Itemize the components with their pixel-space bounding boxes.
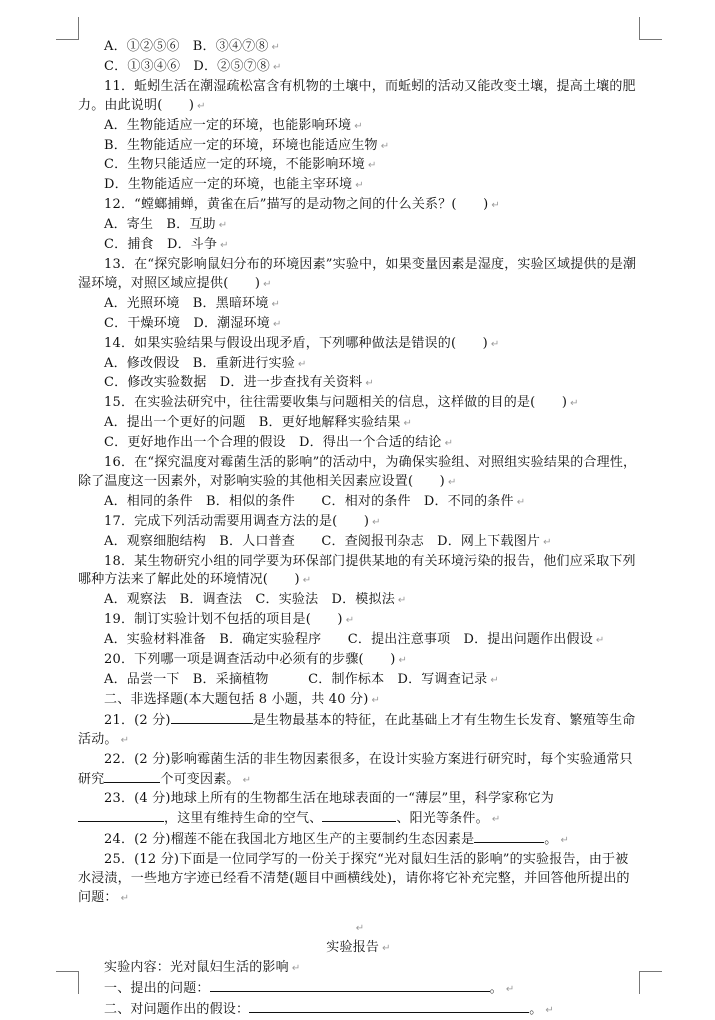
paragraph-mark-icon: ↵	[273, 62, 282, 73]
empty-paragraph: ↵	[78, 919, 639, 939]
text-line: A．观察细胞结构 B．人口普查 C．查阅报刊杂志 D．网上下载图片 ↵	[78, 533, 639, 553]
text-line: 17．完成下列活动需要用调查方法的是( ) ↵	[78, 513, 639, 533]
paragraph-mark-icon: ↵	[398, 595, 407, 606]
crop-mark-bottom-right	[639, 971, 662, 994]
report-content: 实验内容：光对鼠妇生活的影响 ↵	[78, 959, 639, 979]
paragraph-mark-icon: ↵	[543, 537, 552, 548]
text-line: D．生物能适应一定的环境，也能主宰环境 ↵	[78, 176, 639, 196]
paragraph-mark-icon: ↵	[445, 438, 454, 449]
paragraph-mark-icon: ↵	[381, 141, 390, 152]
paragraph-mark-icon: ↵	[272, 299, 281, 310]
text-line: A．相同的条件 B．相似的条件 C．相对的条件 D．不同的条件 ↵	[78, 493, 639, 513]
text-line: C．修改实验数据 D．进一步查找有关资料 ↵	[78, 374, 639, 394]
text-line: B．生物能适应一定的环境，环境也能适应生物 ↵	[78, 137, 639, 157]
text-line: A．生物能适应一定的环境，也能影响环境 ↵	[78, 117, 639, 137]
text-line: 16．在“探究温度对霉菌生活的影响”的活动中，为确保实验组、对照组实验结果的合理性，除了温度这一因素外，对影响实验的其他相关因素应设置( ) ↵	[78, 454, 639, 493]
text-line: A．观察法 B．调查法 C．实验法 D．模拟法 ↵	[78, 591, 639, 611]
paragraph-mark-icon: ↵	[491, 200, 500, 211]
text-line: A．寄生 B．互助 ↵	[78, 216, 639, 236]
answer-blank	[104, 770, 160, 783]
paragraph-mark-icon: ↵	[399, 655, 408, 666]
text-line: 14．如果实验结果与假设出现矛盾，下列哪种做法是错误的( ) ↵	[78, 335, 639, 355]
paragraph-mark-icon: ↵	[404, 418, 413, 429]
answer-blank	[249, 1000, 529, 1013]
question-22: 22．(2 分)影响霉菌生活的非生物因素很多，在设计实验方案进行研究时，每个实验通常只研究 个可变因素。 ↵	[78, 751, 639, 791]
text-line: C．更好地作出一个合理的假设 D．得出一个合适的结论 ↵	[78, 434, 639, 454]
text-line: 二、非选择题(本大题包括 8 小题，共 40 分) ↵	[78, 691, 639, 711]
text-line: A．修改假设 B．重新进行实验 ↵	[78, 355, 639, 375]
question-25: 25．(12 分)下面是一位同学写的一份关于探究“光对鼠妇生活的影响”的实验报告，由于被水浸渍，一些地方字迹已经看不清楚(题目中画横线处)，请你将它补充完整，并回答他所提出的问题： ↵	[78, 851, 639, 909]
paragraph-mark-icon: ↵	[372, 695, 381, 706]
text-line: C．干燥环境 D．潮湿环境 ↵	[78, 315, 639, 335]
text-line: 18．某生物研究小组的同学要为环保部门提供某地的有关环境污染的报告，他们应采取下列哪种方法来了解此处的环境情况( ) ↵	[78, 553, 639, 592]
paragraph-mark-icon: ↵	[596, 635, 605, 646]
text-line: A．品尝一下 B．采摘植物 C．制作标本 D．写调查记录 ↵	[78, 671, 639, 691]
paragraph-mark-icon: ↵	[372, 517, 381, 528]
crop-mark-top-left	[56, 17, 79, 40]
paragraph-mark-icon: ↵	[517, 497, 526, 508]
answer-blank	[171, 711, 253, 724]
text-line: 20．下列哪一项是调查活动中必须有的步骤( ) ↵	[78, 651, 639, 671]
document-page	[78, 38, 639, 1020]
report-item-hypothesis: 二、对问题作出的假设： 。 ↵	[78, 1000, 639, 1020]
answer-blank	[474, 830, 544, 843]
text-line: C．①③④⑥ D．②⑤⑦⑧ ↵	[78, 58, 639, 78]
paragraph-mark-icon: ↵	[570, 398, 579, 409]
paragraph-mark-icon: ↵	[220, 240, 229, 251]
paragraph-mark-icon: ↵	[197, 101, 206, 112]
paragraph-mark-icon: ↵	[490, 675, 499, 686]
crop-mark-bottom-left	[56, 971, 79, 994]
paragraph-mark-icon: ↵	[365, 378, 374, 389]
question-23: 23．(4 分)地球上所有的生物都生活在地球表面的一“薄层”里，科学家称它为，这里有维持生命的空气、 、阳光等条件。 ↵	[78, 790, 639, 830]
text-line: A．提出一个更好的问题 B．更好地解释实验结果 ↵	[78, 414, 639, 434]
text-line: C．生物只能适应一定的环境，不能影响环境 ↵	[78, 156, 639, 176]
crop-mark-top-right	[639, 17, 662, 40]
paragraph-mark-icon: ↵	[303, 575, 312, 586]
text-line: 19．制订实验计划不包括的项目是( ) ↵	[78, 611, 639, 631]
text-line: C．捕食 D．斗争 ↵	[78, 236, 639, 256]
paragraph-mark-icon: ↵	[491, 339, 500, 350]
text-line: A．光照环境 B．黑暗环境 ↵	[78, 295, 639, 315]
question-24: 24．(2 分)榴莲不能在我国北方地区生产的主要制约生态因素是 。 ↵	[78, 830, 639, 851]
answer-blank	[322, 809, 396, 822]
paragraph-mark-icon: ↵	[346, 615, 355, 626]
question-21: 21．(2 分) 是生物最基本的特征，在此基础上才有生物生长发育、繁殖等生命活动。 ↵	[78, 711, 639, 751]
paragraph-mark-icon: ↵	[298, 359, 307, 370]
answer-blank	[210, 979, 490, 992]
paragraph-mark-icon: ↵	[273, 319, 282, 330]
text-line: 13．在“探究影响鼠妇分布的环境因素”实验中，如果变量因素是湿度，实验区域提供的是潮湿环境，对照区域应提供( ) ↵	[78, 256, 639, 295]
answer-blank	[78, 809, 164, 822]
report-title: 实验报告 ↵	[78, 939, 639, 959]
paragraph-mark-icon: ↵	[368, 160, 377, 171]
text-line: A．实验材料准备 B．确定实验程序 C．提出注意事项 D．提出问题作出假设 ↵	[78, 631, 639, 651]
text-line: 11．蚯蚓生活在潮湿疏松富含有机物的土壤中，而蚯蚓的活动又能改变土壤，提高土壤的肥力。由此说明( ) ↵	[78, 78, 639, 117]
question-list	[78, 38, 639, 711]
report-item-question: 一、提出的问题： 。 ↵	[78, 979, 639, 1000]
paragraph-mark-icon: ↵	[354, 121, 363, 132]
paragraph-mark-icon: ↵	[219, 220, 228, 231]
paragraph-mark-icon: ↵	[448, 477, 457, 488]
paragraph-mark-icon: ↵	[272, 42, 281, 53]
text-line: A．①②⑤⑥ B．③④⑦⑧ ↵	[78, 38, 639, 58]
paragraph-mark-icon: ↵	[263, 279, 272, 290]
text-line: 12．“螳螂捕蝉，黄雀在后”描写的是动物之间的什么关系？( ) ↵	[78, 196, 639, 216]
paragraph-mark-icon: ↵	[355, 180, 364, 191]
text-line: 15．在实验法研究中，往往需要收集与问题相关的信息，这样做的目的是( ) ↵	[78, 394, 639, 414]
